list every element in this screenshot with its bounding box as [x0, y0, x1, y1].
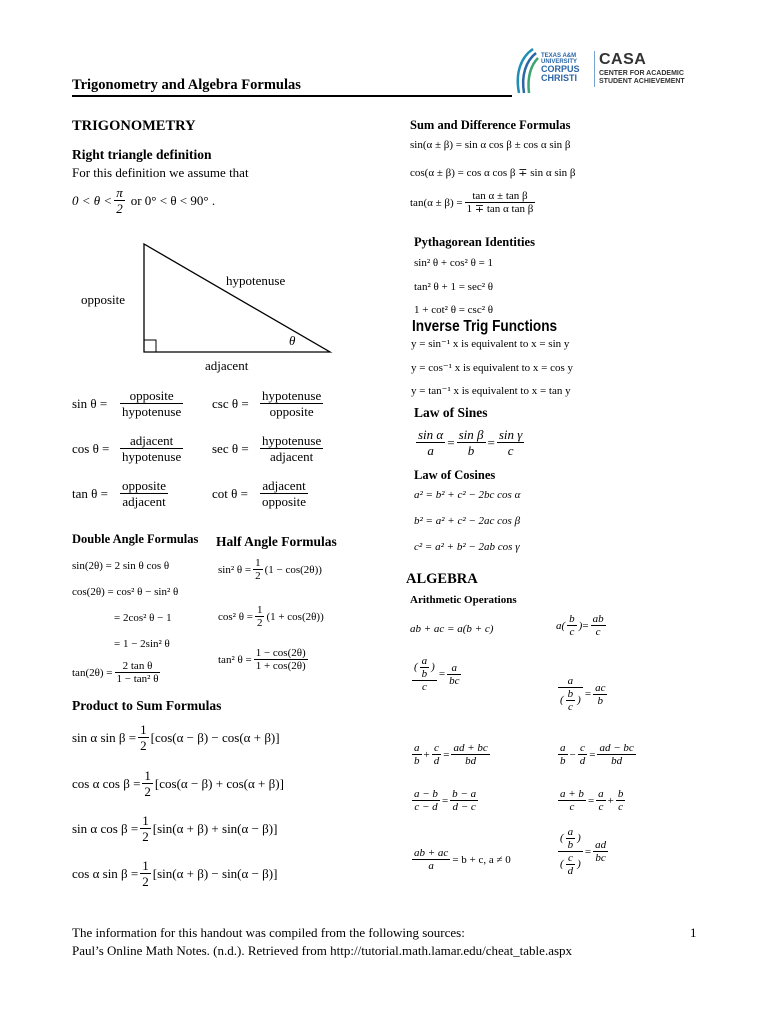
triangle-hypotenuse: hypotenuse: [226, 273, 286, 288]
double-angle-sin: sin(2θ) = 2 sin θ cos θ: [72, 560, 170, 572]
logo-corpus-christi: CORPUS CHRISTI: [541, 64, 580, 83]
ratio-cot: $\frac{\text{adjacent}}{\text{opposite}}$: [262, 478, 307, 509]
logo-divider: [594, 51, 595, 87]
trig-heading: TRIGONOMETRY: [72, 118, 196, 134]
pythagorean-2: tan² θ + 1 = sec² θ: [414, 281, 494, 293]
sum-diff-sin: sin(α ± β) = sin α cos β ± cos α sin β: [410, 139, 571, 151]
product-sum-3: sin α cos β = $\frac{1}{2}$ [sin(α + β) + sin(α − β)]: [72, 813, 278, 844]
inverse-sin: y = sin⁻¹ x is equivalent to x = sin y: [411, 338, 570, 350]
right-triangle-intro: For this definition we assume that: [72, 165, 249, 180]
half-angle-sin: sin² θ = $\frac{1}{2}$ (1 − cos(2θ)): [218, 557, 322, 582]
ratio-row-cot: cot θ = $\frac{\text{adjacent}}{\text{opposite}}$: [212, 478, 307, 509]
law-of-cosines-b: b² = a² + c² − 2ac cos β: [414, 515, 521, 527]
law-of-cosines-c: c² = a² + b² − 2ab cos γ: [414, 541, 520, 553]
product-sum-4: cos α sin β = $\frac{1}{2}$ [sin(α + β) − sin(α − β)]: [72, 858, 278, 889]
casa-logo: [513, 45, 703, 97]
footer-citation: Paul’s Online Math Notes. (n.d.). Retrieved from http://tutorial.math.lamar.edu/cheat_table.aspx: [72, 943, 573, 958]
title-rule: [72, 95, 512, 97]
ratio-sec: $\frac{\text{hypotenuse}}{\text{adjacent}}$: [262, 433, 322, 464]
footer-sources-intro: The information for this handout was compiled from the following sources:: [72, 925, 465, 940]
sum-diff-tan: tan(α ± β) = $\frac{\text{tan α ± tan β}}{\text{1 ∓ tan α tan β}}$: [410, 190, 534, 215]
right-triangle-heading: Right triangle definition: [72, 147, 212, 162]
law-of-cosines-heading: Law of Cosines: [414, 468, 496, 482]
ratio-row-csc: csc θ = $\frac{\text{hypotenuse}}{\text{opposite}}$: [212, 388, 322, 419]
double-angle-tan-fraction: $\frac{\text{2 tan θ}}{\text{1 − tan² θ}}$: [116, 660, 159, 685]
distributive-law: ab + ac = a(b + c): [410, 623, 494, 635]
right-triangle-diagram: [140, 240, 340, 360]
domain-prefix: 0 < θ <: [72, 192, 113, 208]
inverse-tan: y = tan⁻¹ x is equivalent to x = tan y: [411, 385, 571, 397]
pythagorean-1: sin² θ + cos² θ = 1: [414, 257, 494, 269]
arith-a-over-b-over-c: ( $\frac{a}{b}$ ) c = $\frac{a}{bc}$: [414, 655, 460, 693]
pythagorean-heading: Pythagorean Identities: [414, 235, 535, 249]
inverse-trig-heading: Inverse Trig Functions: [412, 318, 558, 335]
pi-over-two: $\frac{\pi}{2}$: [116, 185, 123, 216]
product-sum-2: cos α cos β = $\frac{1}{2}$ [cos(α − β) + cos(α + β)]: [72, 768, 284, 799]
sum-diff-tan-fraction: $\frac{\text{tan α ± tan β}}{\text{1 ∓ tan α tan β}}$: [466, 190, 534, 215]
domain-suffix: or 0° < θ < 90° .: [130, 192, 216, 208]
half-angle-tan: tan² θ = $\frac{1 - \cos(2\theta)}{1 + \cos(2\theta)}$: [218, 647, 306, 672]
page-title: Trigonometry and Algebra Formulas: [72, 77, 301, 93]
logo-casa: CASA: [599, 51, 647, 68]
arith-complex-fraction: ( $\frac{a}{b}$ ) ( $\frac{c}{d}$ ) = $\frac{ad}{bc}$: [560, 826, 607, 877]
triangle-opposite: opposite: [81, 292, 126, 307]
arith-sign-swap: $\frac{a - b}{c - d}$ = $\frac{b - a}{d - c}$: [414, 788, 477, 813]
ratio-row-sec: sec θ = $\frac{\text{hypotenuse}}{\text{adjacent}}$: [212, 433, 322, 464]
double-angle-cos1: cos(2θ) = cos² θ − sin² θ: [72, 586, 179, 598]
ratio-row-tan: tan θ = $\frac{\text{opposite}}{\text{adjacent}}$: [72, 478, 167, 509]
sum-diff-heading: Sum and Difference Formulas: [410, 118, 571, 132]
law-of-sines: $\frac{\text{sin α}}{a}$ = $\frac{\text{sin β}}{b}$ = $\frac{\text{sin γ}}{c}$: [418, 427, 523, 458]
arithmetic-heading: Arithmetic Operations: [410, 594, 517, 606]
double-angle-cos3: = 1 − 2sin² θ: [114, 638, 170, 650]
logo-mark-icon: [513, 47, 539, 95]
arith-cancel-common-factor: $\frac{ab + ac}{a}$ = b + c, a ≠ 0: [414, 847, 511, 872]
ratio-cos: $\frac{\text{adjacent}}{\text{hypotenuse}}$: [122, 433, 182, 464]
ratio-tan: $\frac{\text{opposite}}{\text{adjacent}}$: [122, 478, 167, 509]
angle-domain: [72, 185, 215, 216]
inverse-cos: y = cos⁻¹ x is equivalent to x = cos y: [411, 362, 574, 374]
arith-split-fraction: $\frac{a + b}{c}$ = $\frac{a}{c}$ + $\frac{b}{c}$: [560, 788, 624, 813]
triangle-theta: θ: [289, 333, 296, 348]
algebra-heading: ALGEBRA: [406, 571, 478, 587]
arith-a-times-b-over-c: a ( $\frac{b}{c}$ ) = $\frac{ab}{c}$: [556, 613, 604, 638]
half-angle-tan-fraction: $\frac{1 - \cos(2\theta)}{1 + \cos(2\theta)}$: [255, 647, 306, 672]
double-angle-heading: Double Angle Formulas: [72, 532, 199, 546]
half-angle-cos: cos² θ = $\frac{1}{2}$ (1 + cos(2θ)): [218, 604, 324, 629]
double-angle-cos2: = 2cos² θ − 1: [114, 612, 172, 624]
ratio-row-sin: sin θ = $\frac{\text{opposite}}{\text{hypotenuse}}$: [72, 388, 182, 419]
product-sum-1: sin α sin β = $\frac{1}{2}$ [cos(α − β) − cos(α + β)]: [72, 722, 280, 753]
pythagorean-3: 1 + cot² θ = csc² θ: [414, 304, 494, 316]
logo-casa-subtitle: CENTER FOR ACADEMIC STUDENT ACHIEVEMENT: [599, 70, 685, 85]
arith-fraction-sum: $\frac{a}{b}$ + $\frac{c}{d}$ = $\frac{ad + bc}{bd}$: [414, 742, 488, 767]
ratio-csc: $\frac{\text{hypotenuse}}{\text{opposite}}$: [262, 388, 322, 419]
ratio-sin: $\frac{\text{opposite}}{\text{hypotenuse}}$: [122, 388, 182, 419]
page-number: 1: [690, 925, 697, 940]
half-angle-heading: Half Angle Formulas: [216, 534, 337, 549]
law-of-cosines-a: a² = b² + c² − 2bc cos α: [414, 489, 521, 501]
logo-university-small: TEXAS A&M UNIVERSITY: [541, 53, 578, 65]
arith-fraction-difference: $\frac{a}{b}$ − $\frac{c}{d}$ = $\frac{ad - bc}{bd}$: [560, 742, 634, 767]
law-of-sines-heading: Law of Sines: [414, 405, 488, 420]
product-sum-heading: Product to Sum Formulas: [72, 698, 222, 713]
double-angle-tan: tan(2θ) = $\frac{\text{2 tan θ}}{\text{1 − tan² θ}}$: [72, 660, 159, 685]
ratio-row-cos: cos θ = $\frac{\text{adjacent}}{\text{hypotenuse}}$: [72, 433, 182, 464]
arith-a-over-b-over-c-denominator: a ( $\frac{b}{c}$ ) = $\frac{ac}{b}$: [560, 675, 606, 713]
sum-diff-cos: cos(α ± β) = cos α cos β ∓ sin α sin β: [410, 167, 576, 179]
triangle-adjacent: adjacent: [205, 358, 249, 373]
